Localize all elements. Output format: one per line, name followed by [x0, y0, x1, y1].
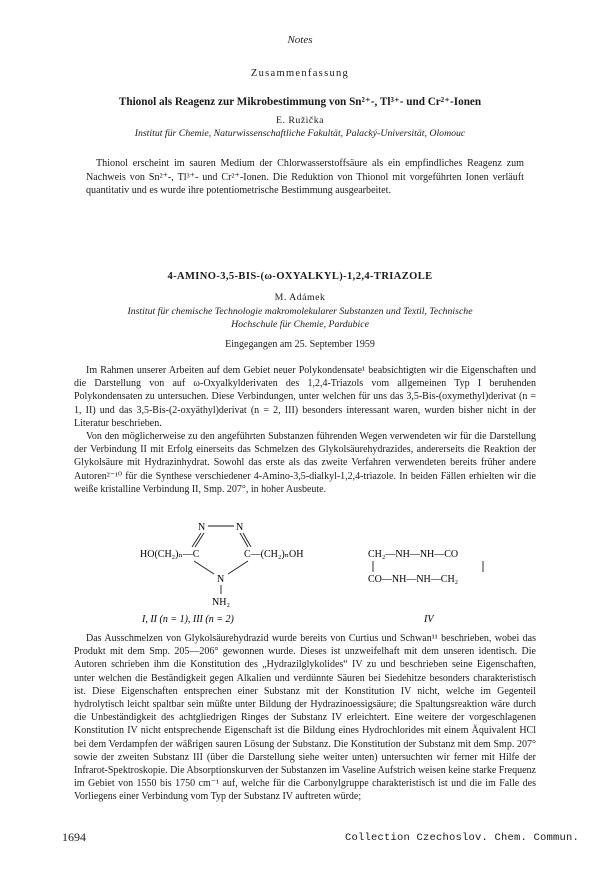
- journal-name: Collection Czechoslov. Chem. Commun.: [345, 832, 580, 844]
- chemical-structures-figure: [140, 516, 500, 626]
- paragraph: Im Rahmen unserer Arbeiten auf dem Gebiet neuer Polykondensate¹ beabsichtigten wir die Eigenschaften und die Darstellung von auf ω-Oxyalkylderivaten des 1,2,4-Triazols vom allgemeinen Typ I beruhenden Polykondensaten zu untersuchen. Diese Verbindungen, unter welchen für uns das 3,5-Bis-(oxymethyl)derivat (n = 1, II) und das 3,5-Bis-(2-oxyäthyl)derivat (n = 2, III) besonders interessant waren, wurden bisher nicht in der Literatur beschrieben.: [74, 365, 536, 429]
- summary-title: Thionol als Reagenz zur Mikrobestimmung von Sn²⁺-, Tl³⁺- und Cr²⁺-Ionen: [118, 96, 482, 108]
- left-substituent: HO(CH₂)ₙ—C: [140, 549, 200, 560]
- atom-n2: N: [236, 522, 244, 533]
- running-header: Notes: [287, 34, 313, 46]
- bond-left-lower: [194, 561, 214, 574]
- caption-right: IV: [424, 614, 434, 625]
- summary-author: E. Ružička: [276, 115, 324, 126]
- page-number: 1694: [62, 830, 86, 844]
- received-date: Eingegangen am 25. September 1959: [225, 339, 375, 350]
- summary-institute: Institut für Chemie, Naturwissenschaftliche Fakultät, Palacký-Universität, Olomouc: [134, 128, 466, 139]
- atom-n4: N: [217, 574, 225, 585]
- ring4-top: CH₂—NH—NH—CO: [368, 549, 459, 560]
- paragraph: Das Ausschmelzen von Glykolsäurehydrazid wurde bereits von Curtius und Schwan¹¹ beschrieben, wobei das Produkt mit dem Smp. 205—206° gewonnen wurde. Dieses ist unzweifelhaft mit dem unseren identisch. Die Autoren schrieben ihm die Konstitution des „Hydrazilglykolides“ IV zu und beschrieben seine Eigenschaften, unter welchen die Beständigkeit gegen Alkalien und verdünnte Säuren bei Siedehitze besonders charakteristisch ist. Diese Eigenschaften entsprechen einer Substanz mit der Konstitution IV nicht, welche im Gegenteil hydrolytisch leicht spaltbar sein müßte unter Bildung der Hydrazinoessigsäure; die Spaltungsreaktion wäre durch die Unbeständigkeit des achtgliedrigen Ringes der Substanz IV erleichtert. Eine weitere der vorgeschlagenen Konstitution IV nicht entsprechende Eigenschaft ist die Bildung eines Hydrochlorides mit einem Äquivalent HCl bei dem Verdampfen der wäßrigen sauren Lösung der Substanz. Die Konstitution der Substanz mit dem Smp. 207° sowie der zweiten Substanz III (über die Darstellung siehe weiter unten) untersuchten wir ferner mit Hilfe der Infrarot-Spektroskopie. Die Absorptionskurven der Substanzen im Vaseline Aufstrich weisen keine starke Frequenz im Gebiet von 1550 bis 1750 cm⁻¹ auf, welche für die Carbonylgruppe charakteristisch ist und die im Falle des Vorliegens einer Verbindung vom Typ der Substanz IV auftreten würde;: [74, 633, 536, 803]
- body-section-2: [74, 632, 536, 804]
- paragraph: Von den möglicherweise zu den angeführten Substanzen führenden Wegen verwendeten wir für die Darstellung der Verbindung II mit Erfolg einerseits das Schmelzen des Glykolsäurehydrazides, andererseits die Reaktion der Glykolsäure mit Hydrazinhydrat. Sowohl das erste als das zweite Verfahren verwendeten bereits früher andere Autoren²⁻¹⁰ für die Synthese verschiedener 4-Amino-3,5-dialkyl-1,2,4-triazole. In beiden Fällen erhielten wir die weiße kristalline Verbindung II, Smp. 207°, in hoher Ausbeute.: [74, 431, 536, 495]
- article-title: 4-AMINO-3,5-BIS-(ω-OXYALKYL)-1,2,4-TRIAZOLE: [167, 271, 433, 282]
- body-section-1: [74, 364, 536, 496]
- atom-n1: N: [198, 522, 206, 533]
- amino-group: NH₂: [212, 597, 230, 608]
- summary-text: Thionol erscheint im sauren Medium der Chlorwasserstoffsäure als ein empfindliches Reagenz zum Nachweis von Sn²⁺-, Tl³⁺- und Cr²⁺-Ionen. Die Reduktion von Thionol mit vorgeführten Ionen verläuft quantitativ und es wurde ihre potentiometrische Bestimmung ausgearbeitet.: [86, 158, 524, 197]
- right-substituent: C—(CH₂)ₙOH: [244, 549, 304, 560]
- article-institute: Institut für chemische Technologie makromolekularer Substanzen und Textil, Technische Hochschule für Chemie, Pardubice: [127, 306, 473, 330]
- article-author: M. Adámek: [274, 292, 326, 303]
- summary-heading: Zusammenfassung: [250, 68, 350, 79]
- bond-right-lower: [228, 561, 248, 574]
- caption-left: I, II (n = 1), III (n = 2): [142, 614, 234, 625]
- ring4-bottom: CO—NH—NH—CH₂: [368, 574, 459, 585]
